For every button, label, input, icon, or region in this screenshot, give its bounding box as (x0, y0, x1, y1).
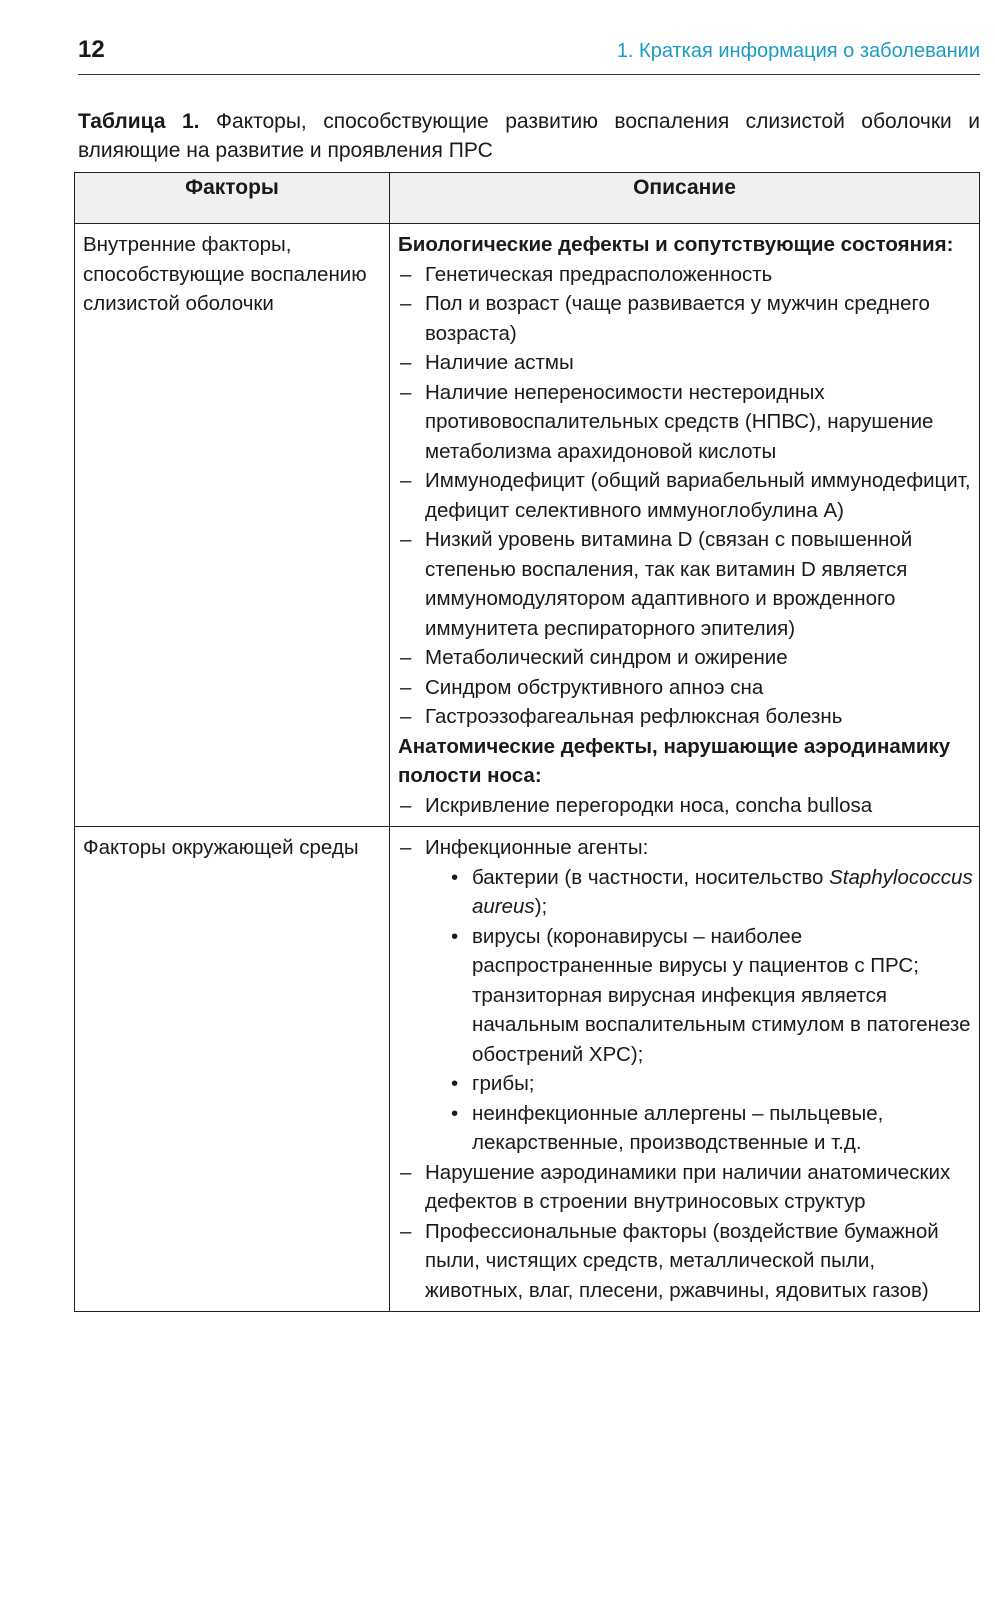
environmental-list (398, 833, 973, 1305)
factors-table (74, 172, 980, 1312)
table-caption-label: Таблица 1. (78, 110, 200, 133)
list-item: – Профессиональные факторы (воздействие бумажной пыли, чистящих средств, металлической пыли, животных, влаг, плесени, ржавчины, ядовитых газов) (398, 1217, 973, 1306)
running-title: 1. Краткая информация о заболевании (616, 40, 980, 62)
list-item: – Синдром обструктивного апноэ сна (398, 673, 973, 703)
sublist-item-fungi: • грибы; (425, 1069, 973, 1099)
sublist-item-viruses: • вирусы (коронавирусы – наиболее распространенные вирусы у пациентов с ПРС; транзиторная вирусная инфекция является начальным воспалительным стимулом в патогенезе обострений ХРС); (425, 922, 973, 1070)
list-item: – Наличие астмы (398, 348, 973, 378)
infectious-sublist (425, 863, 973, 1158)
infectious-agents-label: Инфекционные агенты: (425, 836, 649, 859)
list-item: – Нарушение аэродинамики при наличии анатомических дефектов в строении внутриносовых структур (398, 1158, 973, 1217)
bacteria-species: Staphylococcus aureus (472, 865, 973, 918)
list-item: – Низкий уровень витамина D (связан с повышенной степенью воспаления, так как витамин D является иммуномодулятором адаптивного и врожденного иммунитета респираторного эпителия) (398, 525, 973, 643)
description-cell (390, 224, 980, 827)
sublist-item-bacteria (425, 863, 973, 922)
table-header-row (75, 173, 980, 224)
bacteria-text-end: ); (534, 895, 548, 918)
bacteria-text: бактерии (в частности, носительство (472, 865, 830, 889)
list-item: – Гастроэзофагеальная рефлюксная болезнь (398, 702, 973, 732)
list-item: – Наличие непереносимости нестероидных противовоспалительных средств (НПВС), нарушение метаболизма арахидоновой кислоты (398, 378, 973, 467)
list-item: – Генетическая предрасположенность (398, 260, 973, 290)
list-item: – Метаболический синдром и ожирение (398, 643, 973, 673)
list-item: – Пол и возраст (чаще развивается у мужчин среднего возраста) (398, 289, 973, 348)
factor-cell: Факторы окружающей среды (75, 827, 390, 1312)
section-heading-biological: Биологические дефекты и сопутствующие состояния: (398, 233, 954, 256)
section-heading-anatomical: Анатомические дефекты, нарушающие аэродинамику полости носа: (398, 734, 951, 787)
column-header-description: Описание (390, 173, 980, 224)
page-number: 12 (78, 36, 105, 63)
list-item: – Иммунодефицит (общий вариабельный иммунодефицит, дефицит селективного иммуноглобулина А) (398, 466, 973, 525)
page-header (78, 34, 980, 75)
sublist-item-allergens: • неинфекционные аллергены – пыльцевые, лекарственные, производственные и т.д. (425, 1099, 973, 1158)
description-cell (390, 827, 980, 1312)
table-row-internal-factors (75, 224, 980, 827)
anatomical-list (398, 791, 973, 821)
list-item (398, 833, 973, 1158)
column-header-factors: Факторы (75, 173, 390, 224)
table-caption-text: Факторы, способствующие развитию воспаления слизистой оболочки и влияющие на развитие и проявления ПРС (78, 110, 980, 162)
table-caption (78, 107, 980, 165)
factor-cell: Внутренние факторы, способствующие воспалению слизистой оболочки (75, 224, 390, 827)
biological-list (398, 260, 973, 732)
list-item: – Искривление перегородки носа, concha bullosa (398, 791, 973, 821)
table-row-environmental-factors (75, 827, 980, 1312)
